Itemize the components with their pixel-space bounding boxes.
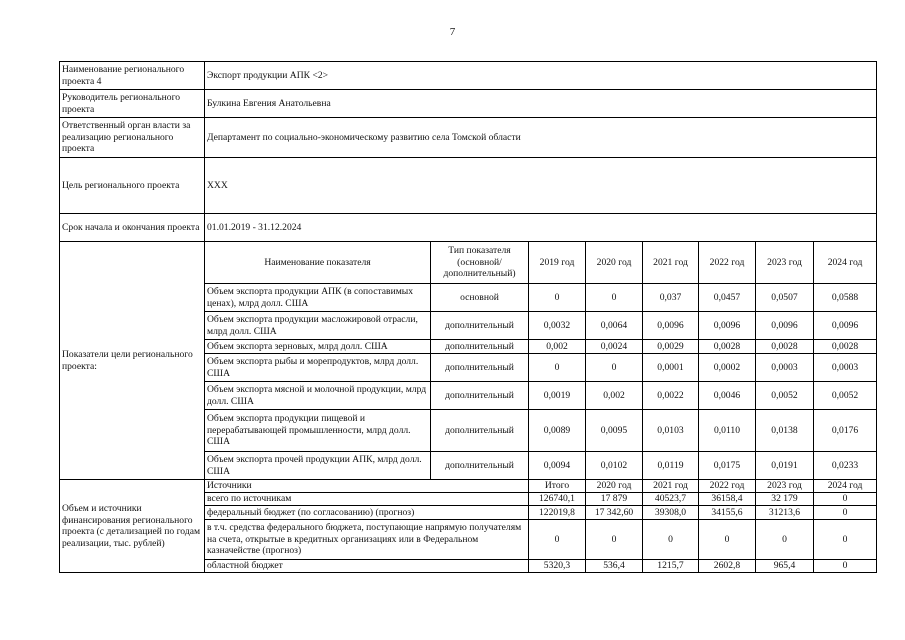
project-name-row bbox=[60, 62, 877, 90]
indicator-value: 0,0457 bbox=[699, 284, 756, 312]
indicator-value: 0,0191 bbox=[756, 452, 814, 480]
finance-value: 0 bbox=[699, 520, 756, 560]
finance-value: 0 bbox=[814, 520, 877, 560]
indicator-value: 0,0052 bbox=[756, 382, 814, 410]
indicator-type: дополнительный bbox=[431, 452, 529, 480]
indicator-type: дополнительный bbox=[431, 340, 529, 354]
page-number: 7 bbox=[449, 26, 456, 38]
indicator-value: 0,0003 bbox=[756, 354, 814, 382]
indicator-name: Объем экспорта мясной и молочной продукции, млрд долл. США bbox=[205, 382, 431, 410]
year-header: 2022 год bbox=[699, 242, 756, 284]
finance-value: 0 bbox=[529, 520, 586, 560]
indicator-value: 0,0032 bbox=[529, 312, 586, 340]
indicator-name: Объем экспорта продукции АПК (в сопоставимых ценах), млрд долл. США bbox=[205, 284, 431, 312]
indicator-value: 0,0046 bbox=[699, 382, 756, 410]
indicators-section-label: Показатели цели регионального проекта: bbox=[60, 242, 205, 480]
indicator-value: 0,0175 bbox=[699, 452, 756, 480]
finance-col-header: 2022 год bbox=[699, 480, 756, 493]
indicator-value: 0 bbox=[586, 284, 643, 312]
indicator-value: 0,0096 bbox=[756, 312, 814, 340]
finance-col-header: 2021 год bbox=[643, 480, 699, 493]
project-name-label: Наименование регионального проекта 4 bbox=[60, 62, 205, 90]
finance-value: 0 bbox=[643, 520, 699, 560]
finance-value: 17 879 bbox=[586, 493, 643, 506]
finance-value: 2602,8 bbox=[699, 560, 756, 573]
indicator-value: 0,0019 bbox=[529, 382, 586, 410]
finance-value: 965,4 bbox=[756, 560, 814, 573]
project-name-value: Экспорт продукции АПК <2> bbox=[205, 62, 877, 90]
finance-col-header: 2020 год bbox=[586, 480, 643, 493]
indicator-name: Объем экспорта продукции масложировой отрасли, млрд долл. США bbox=[205, 312, 431, 340]
indicator-value: 0,0096 bbox=[814, 312, 877, 340]
finance-value: 39308,0 bbox=[643, 506, 699, 520]
indicator-type: дополнительный bbox=[431, 312, 529, 340]
indicator-value: 0,0588 bbox=[814, 284, 877, 312]
indicator-value: 0,0096 bbox=[699, 312, 756, 340]
finance-value: 5320,3 bbox=[529, 560, 586, 573]
indicator-value: 0,0022 bbox=[643, 382, 699, 410]
indicator-value: 0,0110 bbox=[699, 410, 756, 452]
indicator-name-header: Наименование показателя bbox=[205, 242, 431, 284]
year-header: 2024 год bbox=[814, 242, 877, 284]
indicator-value: 0,0002 bbox=[699, 354, 756, 382]
finance-value: 536,4 bbox=[586, 560, 643, 573]
year-header: 2020 год bbox=[586, 242, 643, 284]
indicator-value: 0,0507 bbox=[756, 284, 814, 312]
indicator-value: 0,0028 bbox=[699, 340, 756, 354]
finance-value: 0 bbox=[586, 520, 643, 560]
project-authority-label: Ответственный орган власти за реализацию регионального проекта bbox=[60, 118, 205, 158]
indicator-value: 0 bbox=[586, 354, 643, 382]
indicator-type: дополнительный bbox=[431, 410, 529, 452]
finance-col-header: Итого bbox=[529, 480, 586, 493]
finance-source: всего по источникам bbox=[205, 493, 529, 506]
finance-value: 34155,6 bbox=[699, 506, 756, 520]
indicator-value: 0,0064 bbox=[586, 312, 643, 340]
finance-source: в т.ч. средства федерального бюджета, поступающие напрямую получателям на счета, открытые в кредитных организациях или в Федеральном казначействе (прогноз) bbox=[205, 520, 529, 560]
indicator-value: 0 bbox=[529, 354, 586, 382]
project-passport-table bbox=[59, 61, 877, 573]
indicator-type: дополнительный bbox=[431, 382, 529, 410]
indicator-name: Объем экспорта зерновых, млрд долл. США bbox=[205, 340, 431, 354]
project-authority-value: Департамент по социально-экономическому развитию села Томской области bbox=[205, 118, 877, 158]
finance-value: 1215,7 bbox=[643, 560, 699, 573]
indicator-value: 0,0052 bbox=[814, 382, 877, 410]
year-header: 2023 год bbox=[756, 242, 814, 284]
finance-source: федеральный бюджет (по согласованию) (прогноз) bbox=[205, 506, 529, 520]
finance-value: 126740,1 bbox=[529, 493, 586, 506]
project-head-row bbox=[60, 90, 877, 118]
indicator-value: 0,0138 bbox=[756, 410, 814, 452]
finance-value: 0 bbox=[814, 493, 877, 506]
project-goal-row bbox=[60, 158, 877, 214]
project-goal-value: XXX bbox=[205, 158, 877, 214]
indicator-name: Объем экспорта рыбы и морепродуктов, млрд долл. США bbox=[205, 354, 431, 382]
finance-section-label: Объем и источники финансирования регионального проекта (с детализацией по годам реализации, тыс. рублей) bbox=[60, 480, 205, 573]
indicator-type: дополнительный bbox=[431, 354, 529, 382]
project-goal-label: Цель регионального проекта bbox=[60, 158, 205, 214]
finance-col-header: 2023 год bbox=[756, 480, 814, 493]
project-term-row bbox=[60, 214, 877, 242]
finance-value: 0 bbox=[814, 506, 877, 520]
indicator-value: 0,002 bbox=[529, 340, 586, 354]
finance-value: 0 bbox=[756, 520, 814, 560]
indicator-value: 0,0103 bbox=[643, 410, 699, 452]
indicator-value: 0,0029 bbox=[643, 340, 699, 354]
year-header: 2021 год bbox=[643, 242, 699, 284]
finance-value: 0 bbox=[814, 560, 877, 573]
finance-value: 122019,8 bbox=[529, 506, 586, 520]
indicator-value: 0,037 bbox=[643, 284, 699, 312]
indicator-value: 0,0119 bbox=[643, 452, 699, 480]
project-term-label: Срок начала и окончания проекта bbox=[60, 214, 205, 242]
project-term-value: 01.01.2019 - 31.12.2024 bbox=[205, 214, 877, 242]
year-header: 2019 год bbox=[529, 242, 586, 284]
indicators-header-row bbox=[60, 242, 877, 284]
indicator-type-header: Тип показателя (основной/ дополнительный) bbox=[431, 242, 529, 284]
finance-col-header: 2024 год bbox=[814, 480, 877, 493]
finance-source-header: Источники bbox=[205, 480, 529, 493]
finance-source: областной бюджет bbox=[205, 560, 529, 573]
indicator-type: основной bbox=[431, 284, 529, 312]
finance-value: 36158,4 bbox=[699, 493, 756, 506]
indicator-value: 0,0089 bbox=[529, 410, 586, 452]
finance-value: 31213,6 bbox=[756, 506, 814, 520]
project-head-value: Булкина Евгения Анатольевна bbox=[205, 90, 877, 118]
indicator-name: Объем экспорта продукции пищевой и перерабатывающей промышленности, млрд долл. США bbox=[205, 410, 431, 452]
indicator-value: 0,0003 bbox=[814, 354, 877, 382]
indicator-value: 0,0001 bbox=[643, 354, 699, 382]
finance-value: 32 179 bbox=[756, 493, 814, 506]
indicator-value: 0,0096 bbox=[643, 312, 699, 340]
indicator-value: 0,0176 bbox=[814, 410, 877, 452]
project-authority-row bbox=[60, 118, 877, 158]
finance-value: 17 342,60 bbox=[586, 506, 643, 520]
indicator-value: 0,0095 bbox=[586, 410, 643, 452]
indicator-value: 0,0028 bbox=[756, 340, 814, 354]
indicator-value: 0,0024 bbox=[586, 340, 643, 354]
project-head-label: Руководитель регионального проекта bbox=[60, 90, 205, 118]
finance-header-row bbox=[60, 480, 877, 493]
indicator-value: 0,0028 bbox=[814, 340, 877, 354]
indicator-value: 0,0102 bbox=[586, 452, 643, 480]
indicator-value: 0 bbox=[529, 284, 586, 312]
indicator-name: Объем экспорта прочей продукции АПК, млрд долл. США bbox=[205, 452, 431, 480]
indicator-value: 0,0233 bbox=[814, 452, 877, 480]
finance-value: 40523,7 bbox=[643, 493, 699, 506]
indicator-value: 0,002 bbox=[586, 382, 643, 410]
indicator-value: 0,0094 bbox=[529, 452, 586, 480]
